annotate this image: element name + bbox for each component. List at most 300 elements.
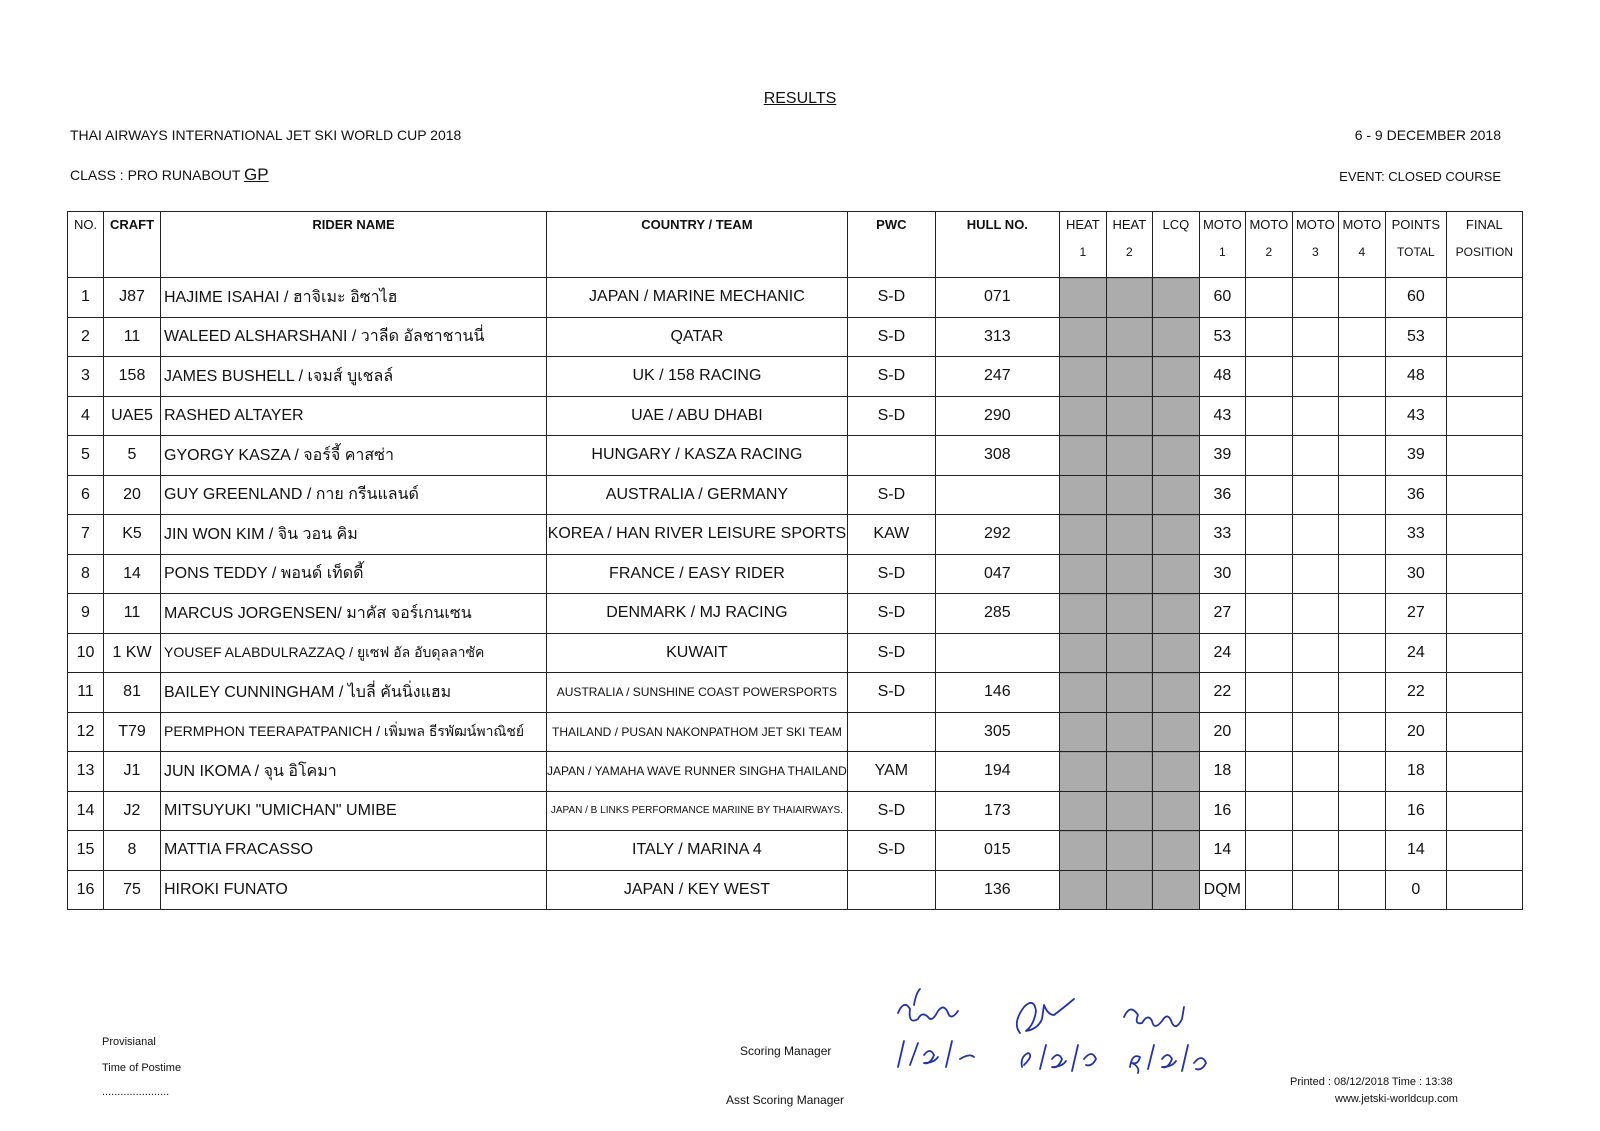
cell-heat-1 [1059, 831, 1106, 871]
cell-heat-1 [1059, 475, 1106, 515]
cell-moto-1: 30 [1199, 554, 1245, 594]
column-header-label: HEAT [1112, 217, 1147, 232]
cell-pwc: S-D [847, 475, 935, 515]
cell-pwc: S-D [847, 554, 935, 594]
cell-heat-1 [1059, 436, 1106, 476]
column-header-label: MOTO [1249, 217, 1289, 232]
cell-moto-1: 18 [1199, 752, 1245, 792]
cell-country-team: JAPAN / B LINKS PERFORMANCE MARIINE BY THAIAIRWAYS. [547, 791, 848, 831]
cell-hull-no: 305 [935, 712, 1059, 752]
cell-heat-2 [1106, 278, 1152, 318]
signature-1-stroke [914, 989, 920, 1005]
cell-country-team: HUNGARY / KASZA RACING [547, 436, 848, 476]
cell-heat-2 [1106, 475, 1152, 515]
cell-country-team: JAPAN / YAMAHA WAVE RUNNER SINGHA THAILAND [547, 752, 848, 792]
cell-craft: J87 [104, 278, 161, 318]
cell-hull-no: 292 [935, 515, 1059, 555]
signature-3-date-mark [1130, 1045, 1206, 1073]
cell-country-team: KUWAIT [547, 633, 848, 673]
cell-final-position [1446, 554, 1522, 594]
column-header-label: COUNTRY / TEAM [641, 217, 753, 232]
cell-moto-4 [1338, 752, 1385, 792]
cell-final-position [1446, 791, 1522, 831]
cell-points-total: 0 [1385, 870, 1446, 910]
cell-heat-1 [1059, 396, 1106, 436]
cell-heat-1 [1059, 317, 1106, 357]
table-row [68, 436, 1523, 476]
cell-craft: 11 [104, 594, 161, 634]
cell-rider-name: MATTIA FRACASSO [161, 831, 547, 871]
cell-final-position [1446, 475, 1522, 515]
cell-craft: 158 [104, 357, 161, 397]
cell-moto-2 [1245, 278, 1292, 318]
cell-moto-4 [1338, 673, 1385, 713]
cell-no: 7 [68, 515, 104, 555]
column-header-label: MOTO [1295, 217, 1335, 232]
cell-rider-name: WALEED ALSHARSHANI / วาลีด อัลชาชานนี่ [161, 317, 547, 357]
column-header-label: CRAFT [109, 217, 155, 232]
cell-no: 1 [68, 278, 104, 318]
cell-points-total: 33 [1385, 515, 1446, 555]
column-header [847, 212, 935, 278]
printed-timestamp: Printed : 08/12/2018 Time : 13:38 [1290, 1076, 1453, 1088]
cell-rider-name: HAJIME ISAHAI / ฮาจิเมะ อิซาไฮ [161, 278, 547, 318]
cell-points-total: 43 [1385, 396, 1446, 436]
column-header [1106, 212, 1152, 278]
column-header [1292, 212, 1338, 278]
cell-lcq [1152, 831, 1199, 871]
cell-moto-4 [1338, 554, 1385, 594]
cell-craft: K5 [104, 515, 161, 555]
cell-craft: 81 [104, 673, 161, 713]
cell-heat-2 [1106, 673, 1152, 713]
cell-heat-2 [1106, 515, 1152, 555]
cell-heat-2 [1106, 594, 1152, 634]
cell-heat-2 [1106, 633, 1152, 673]
cell-moto-3 [1292, 278, 1338, 318]
cell-moto-1: 36 [1199, 475, 1245, 515]
cell-points-total: 53 [1385, 317, 1446, 357]
cell-heat-1 [1059, 791, 1106, 831]
event-type: EVENT: CLOSED COURSE [1339, 169, 1501, 184]
cell-lcq [1152, 278, 1199, 318]
cell-pwc: KAW [847, 515, 935, 555]
cell-moto-1: 22 [1199, 673, 1245, 713]
column-header-sublabel: 1 [1079, 245, 1087, 259]
cell-moto-3 [1292, 436, 1338, 476]
cell-rider-name: PERMPHON TEERAPATPANICH / เพิ่มพล ธีรพัฒน์พาณิชย์ [161, 712, 547, 752]
cell-lcq [1152, 594, 1199, 634]
cell-country-team: ITALY / MARINA 4 [547, 831, 848, 871]
cell-hull-no: 194 [935, 752, 1059, 792]
cell-heat-1 [1059, 357, 1106, 397]
provisional-label: Provisianal [102, 1036, 156, 1048]
cell-craft: 75 [104, 870, 161, 910]
column-header [68, 212, 104, 278]
results-header [68, 212, 1523, 278]
cell-craft: J2 [104, 791, 161, 831]
cell-rider-name: MARCUS JORGENSEN/ มาคัส จอร์เกนเซน [161, 594, 547, 634]
cell-moto-1: 16 [1199, 791, 1245, 831]
cell-lcq [1152, 870, 1199, 910]
cell-rider-name: BAILEY CUNNINGHAM / ไบลี่ คันนิ่งแฮม [161, 673, 547, 713]
scoring-manager-label: Scoring Manager [740, 1044, 832, 1058]
cell-points-total: 36 [1385, 475, 1446, 515]
cell-moto-2 [1245, 554, 1292, 594]
cell-no: 8 [68, 554, 104, 594]
cell-hull-no: 015 [935, 831, 1059, 871]
column-header-sublabel: 1 [1219, 245, 1226, 259]
cell-no: 13 [68, 752, 104, 792]
table-row [68, 554, 1523, 594]
table-row [68, 278, 1523, 318]
signature-2-date-mark [1022, 1045, 1096, 1071]
column-header [104, 212, 161, 278]
event-name: THAI AIRWAYS INTERNATIONAL JET SKI WORLD CUP 2018 [70, 127, 462, 143]
cell-moto-1: 27 [1199, 594, 1245, 634]
cell-lcq [1152, 317, 1199, 357]
cell-final-position [1446, 752, 1522, 792]
cell-craft: T79 [104, 712, 161, 752]
cell-hull-no: 290 [935, 396, 1059, 436]
cell-moto-2 [1245, 673, 1292, 713]
cell-points-total: 60 [1385, 278, 1446, 318]
cell-no: 10 [68, 633, 104, 673]
cell-country-team: UK / 158 RACING [547, 357, 848, 397]
cell-country-team: JAPAN / KEY WEST [547, 870, 848, 910]
cell-points-total: 24 [1385, 633, 1446, 673]
cell-pwc: S-D [847, 278, 935, 318]
cell-pwc: S-D [847, 357, 935, 397]
table-row [68, 870, 1523, 910]
cell-lcq [1152, 791, 1199, 831]
cell-country-team: UAE / ABU DHABI [547, 396, 848, 436]
cell-hull-no: 136 [935, 870, 1059, 910]
cell-craft: 8 [104, 831, 161, 871]
cell-final-position [1446, 712, 1522, 752]
cell-moto-4 [1338, 278, 1385, 318]
handwritten-signatures [880, 975, 1220, 1085]
cell-hull-no [935, 475, 1059, 515]
column-header [1152, 212, 1199, 278]
table-row [68, 791, 1523, 831]
column-header-sublabel: 3 [1312, 245, 1319, 259]
table-row [68, 475, 1523, 515]
cell-moto-2 [1245, 870, 1292, 910]
signature-2-mark [1017, 999, 1074, 1033]
cell-moto-3 [1292, 515, 1338, 555]
table-row [68, 831, 1523, 871]
cell-rider-name: JAMES BUSHELL / เจมส์ บูเชลล์ [161, 357, 547, 397]
cell-moto-1: DQM [1199, 870, 1245, 910]
cell-hull-no: 047 [935, 554, 1059, 594]
cell-heat-2 [1106, 317, 1152, 357]
cell-moto-3 [1292, 870, 1338, 910]
cell-no: 6 [68, 475, 104, 515]
cell-lcq [1152, 515, 1199, 555]
column-header [1385, 212, 1446, 278]
cell-heat-2 [1106, 357, 1152, 397]
cell-moto-3 [1292, 396, 1338, 436]
cell-lcq [1152, 752, 1199, 792]
column-header-sublabel: POSITION [1455, 245, 1514, 259]
cell-final-position [1446, 396, 1522, 436]
cell-heat-2 [1106, 554, 1152, 594]
column-header [1059, 212, 1106, 278]
column-header-label: POINTS [1391, 217, 1441, 232]
cell-moto-3 [1292, 317, 1338, 357]
cell-heat-2 [1106, 712, 1152, 752]
cell-no: 16 [68, 870, 104, 910]
column-header [935, 212, 1059, 278]
cell-moto-3 [1292, 594, 1338, 634]
cell-heat-1 [1059, 633, 1106, 673]
cell-rider-name: GUY GREENLAND / กาย กรีนแลนด์ [161, 475, 547, 515]
table-row [68, 752, 1523, 792]
cell-moto-3 [1292, 673, 1338, 713]
cell-no: 5 [68, 436, 104, 476]
cell-heat-1 [1059, 752, 1106, 792]
cell-moto-4 [1338, 870, 1385, 910]
cell-rider-name: YOUSEF ALABDULRAZZAQ / ยูเซฟ อัล อับดุลลาซัค [161, 633, 547, 673]
cell-moto-4 [1338, 831, 1385, 871]
cell-moto-2 [1245, 712, 1292, 752]
cell-pwc: YAM [847, 752, 935, 792]
cell-moto-4 [1338, 594, 1385, 634]
cell-moto-1: 48 [1199, 357, 1245, 397]
cell-moto-1: 14 [1199, 831, 1245, 871]
cell-moto-1: 53 [1199, 317, 1245, 357]
cell-rider-name: JIN WON KIM / จิน วอน คิม [161, 515, 547, 555]
cell-moto-4 [1338, 791, 1385, 831]
cell-moto-2 [1245, 357, 1292, 397]
cell-craft: 5 [104, 436, 161, 476]
cell-moto-4 [1338, 633, 1385, 673]
cell-pwc [847, 436, 935, 476]
column-header-label: HEAT [1065, 217, 1100, 232]
signature-1-mark [898, 1005, 958, 1021]
cell-moto-2 [1245, 396, 1292, 436]
signature-3-mark [1124, 1007, 1184, 1026]
class-suffix: GP [244, 165, 269, 184]
cell-moto-4 [1338, 396, 1385, 436]
cell-moto-3 [1292, 357, 1338, 397]
class-line [70, 165, 269, 185]
cell-moto-3 [1292, 752, 1338, 792]
cell-no: 9 [68, 594, 104, 634]
cell-heat-1 [1059, 515, 1106, 555]
cell-no: 4 [68, 396, 104, 436]
table-row [68, 594, 1523, 634]
cell-rider-name: MITSUYUKI "UMICHAN" UMIBE [161, 791, 547, 831]
cell-country-team: JAPAN / MARINE MECHANIC [547, 278, 848, 318]
table-row [68, 515, 1523, 555]
cell-pwc: S-D [847, 791, 935, 831]
column-header-sublabel: TOTAL [1397, 245, 1435, 259]
cell-final-position [1446, 357, 1522, 397]
cell-heat-2 [1106, 791, 1152, 831]
cell-moto-4 [1338, 712, 1385, 752]
cell-moto-3 [1292, 712, 1338, 752]
cell-country-team: THAILAND / PUSAN NAKONPATHOM JET SKI TEAM [547, 712, 848, 752]
cell-points-total: 18 [1385, 752, 1446, 792]
column-header [547, 212, 848, 278]
column-header-sublabel: 2 [1126, 245, 1133, 259]
cell-hull-no: 146 [935, 673, 1059, 713]
cell-moto-1: 60 [1199, 278, 1245, 318]
cell-country-team: AUSTRALIA / SUNSHINE COAST POWERSPORTS [547, 673, 848, 713]
website-url: www.jetski-worldcup.com [1335, 1093, 1458, 1105]
cell-craft: J1 [104, 752, 161, 792]
cell-moto-1: 39 [1199, 436, 1245, 476]
cell-final-position [1446, 831, 1522, 871]
cell-heat-1 [1059, 712, 1106, 752]
cell-points-total: 27 [1385, 594, 1446, 634]
cell-pwc: S-D [847, 673, 935, 713]
cell-craft: 11 [104, 317, 161, 357]
cell-no: 12 [68, 712, 104, 752]
cell-moto-1: 20 [1199, 712, 1245, 752]
column-header-sublabel: 2 [1265, 245, 1273, 259]
cell-points-total: 48 [1385, 357, 1446, 397]
cell-rider-name: RASHED ALTAYER [161, 396, 547, 436]
column-header-label: RIDER NAME [312, 217, 395, 232]
asst-scoring-manager-label: Asst Scoring Manager [726, 1093, 845, 1107]
cell-craft: UAE5 [104, 396, 161, 436]
cell-moto-2 [1245, 791, 1292, 831]
cell-lcq [1152, 475, 1199, 515]
time-of-postime-label: Time of Postime [102, 1062, 182, 1074]
cell-craft: 14 [104, 554, 161, 594]
cell-moto-2 [1245, 752, 1292, 792]
column-header-sublabel: 4 [1358, 245, 1366, 259]
cell-final-position [1446, 673, 1522, 713]
cell-craft: 20 [104, 475, 161, 515]
cell-heat-2 [1106, 436, 1152, 476]
cell-final-position [1446, 515, 1522, 555]
cell-lcq [1152, 396, 1199, 436]
column-header-label: FINAL [1465, 217, 1503, 232]
table-row [68, 673, 1523, 713]
cell-heat-2 [1106, 752, 1152, 792]
cell-heat-2 [1106, 870, 1152, 910]
cell-points-total: 20 [1385, 712, 1446, 752]
cell-lcq [1152, 633, 1199, 673]
cell-moto-1: 33 [1199, 515, 1245, 555]
cell-hull-no: 313 [935, 317, 1059, 357]
cell-country-team: FRANCE / EASY RIDER [547, 554, 848, 594]
cell-moto-2 [1245, 633, 1292, 673]
cell-pwc: S-D [847, 396, 935, 436]
cell-heat-2 [1106, 396, 1152, 436]
cell-points-total: 30 [1385, 554, 1446, 594]
cell-rider-name: GYORGY KASZA / จอร์จี้ คาสซ่า [161, 436, 547, 476]
cell-no: 15 [68, 831, 104, 871]
cell-lcq [1152, 554, 1199, 594]
table-row [68, 396, 1523, 436]
cell-lcq [1152, 712, 1199, 752]
cell-no: 3 [68, 357, 104, 397]
table-row [68, 712, 1523, 752]
cell-no: 14 [68, 791, 104, 831]
cell-craft: 1 KW [104, 633, 161, 673]
cell-moto-2 [1245, 831, 1292, 871]
page-title: RESULTS [763, 90, 837, 107]
cell-moto-4 [1338, 475, 1385, 515]
column-header-label: MOTO [1202, 217, 1242, 232]
cell-moto-2 [1245, 515, 1292, 555]
cell-pwc [847, 870, 935, 910]
column-header-label: HULL NO. [966, 217, 1028, 232]
cell-moto-2 [1245, 436, 1292, 476]
cell-heat-1 [1059, 870, 1106, 910]
cell-moto-4 [1338, 357, 1385, 397]
cell-country-team: KOREA / HAN RIVER LEISURE SPORTS [547, 515, 848, 555]
cell-heat-1 [1059, 594, 1106, 634]
cell-final-position [1446, 278, 1522, 318]
cell-heat-1 [1059, 554, 1106, 594]
cell-hull-no: 308 [935, 436, 1059, 476]
cell-moto-3 [1292, 554, 1338, 594]
cell-moto-2 [1245, 594, 1292, 634]
class-prefix: CLASS : PRO RUNABOUT [70, 167, 241, 183]
table-row [68, 357, 1523, 397]
table-row [68, 317, 1523, 357]
column-header [1338, 212, 1385, 278]
cell-rider-name: PONS TEDDY / พอนด์ เท็ดดี้ [161, 554, 547, 594]
postime-blank: ...................... [102, 1086, 170, 1098]
column-header-label: MOTO [1342, 217, 1382, 232]
column-header [1245, 212, 1292, 278]
cell-points-total: 39 [1385, 436, 1446, 476]
cell-moto-4 [1338, 436, 1385, 476]
cell-moto-3 [1292, 791, 1338, 831]
cell-hull-no: 071 [935, 278, 1059, 318]
column-header-label: NO. [73, 217, 98, 232]
cell-hull-no: 173 [935, 791, 1059, 831]
results-body [68, 278, 1523, 910]
column-header-label: LCQ [1162, 217, 1190, 232]
cell-moto-3 [1292, 633, 1338, 673]
cell-pwc: S-D [847, 594, 935, 634]
cell-moto-3 [1292, 831, 1338, 871]
cell-moto-4 [1338, 515, 1385, 555]
cell-final-position [1446, 594, 1522, 634]
cell-country-team: AUSTRALIA / GERMANY [547, 475, 848, 515]
cell-heat-1 [1059, 278, 1106, 318]
cell-points-total: 22 [1385, 673, 1446, 713]
column-header-label: PWC [876, 217, 907, 232]
cell-points-total: 14 [1385, 831, 1446, 871]
cell-final-position [1446, 870, 1522, 910]
cell-final-position [1446, 436, 1522, 476]
cell-heat-2 [1106, 831, 1152, 871]
cell-no: 2 [68, 317, 104, 357]
cell-hull-no [935, 633, 1059, 673]
cell-points-total: 16 [1385, 791, 1446, 831]
cell-moto-3 [1292, 475, 1338, 515]
cell-country-team: DENMARK / MJ RACING [547, 594, 848, 634]
cell-final-position [1446, 633, 1522, 673]
cell-final-position [1446, 317, 1522, 357]
signature-1-date-mark [898, 1041, 974, 1067]
cell-hull-no: 247 [935, 357, 1059, 397]
cell-hull-no: 285 [935, 594, 1059, 634]
cell-rider-name: HIROKI FUNATO [161, 870, 547, 910]
cell-pwc: S-D [847, 633, 935, 673]
cell-lcq [1152, 357, 1199, 397]
cell-lcq [1152, 673, 1199, 713]
